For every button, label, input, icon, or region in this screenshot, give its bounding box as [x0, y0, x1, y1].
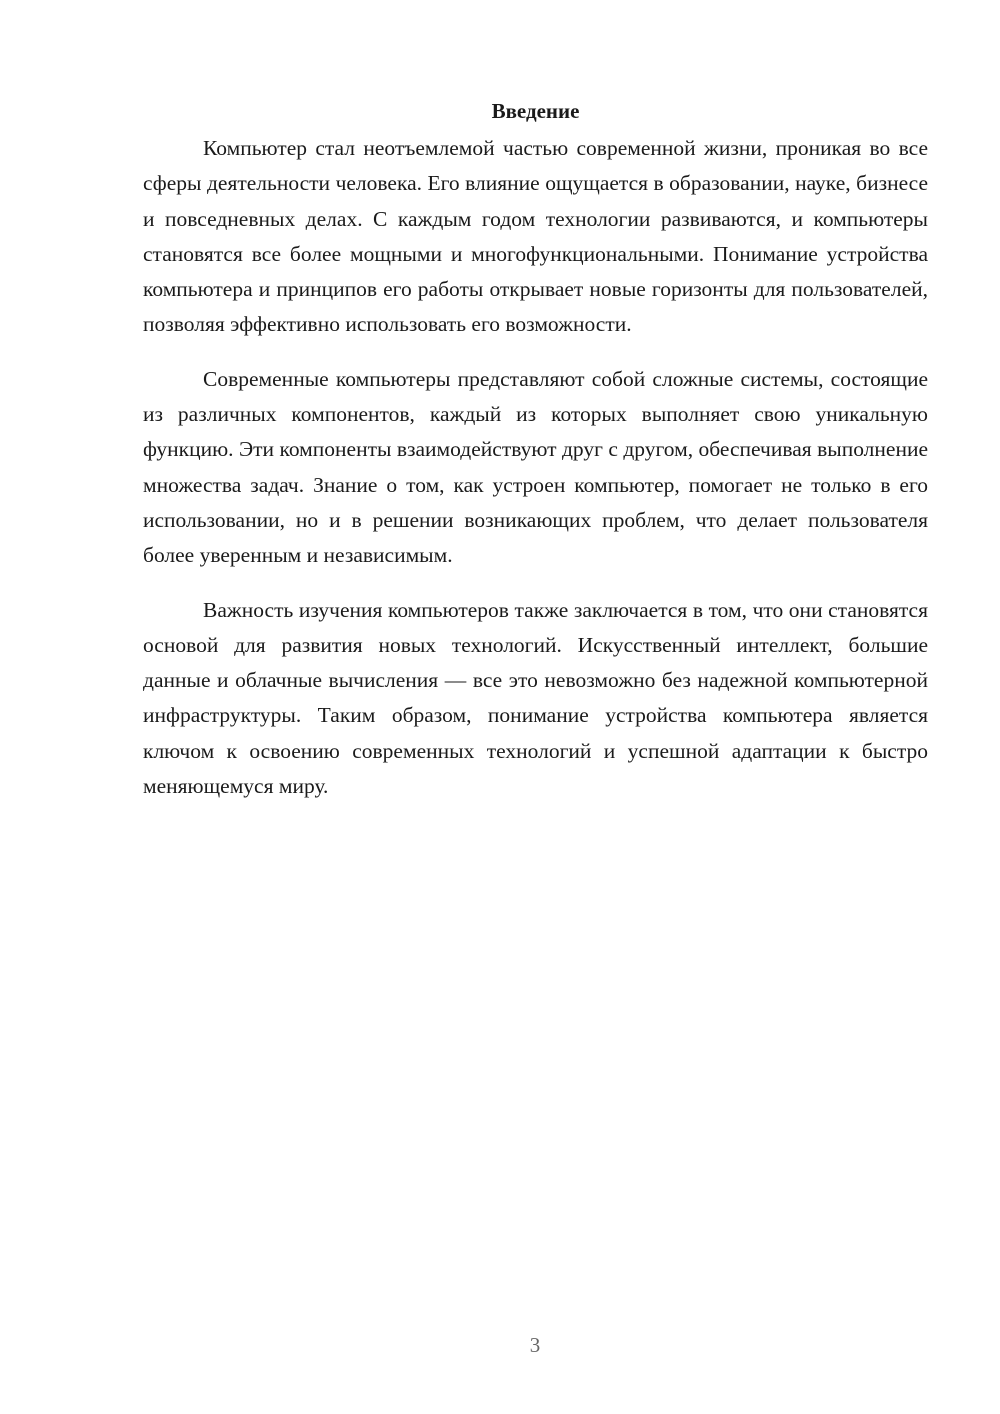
- section-title: Введение: [491, 99, 580, 123]
- page-number: 3: [529, 1333, 541, 1357]
- paragraph-3: Важность изучения компьютеров также заключается в том, что они становятся основой для развития новых технологий. Искусственный интеллект, большие данные и облачные вычисления — все это невозможно без надежной компьютерной инфраструктуры. Таким образом, понимание устройства компьютера является ключом к освоению современных технологий и успешной адаптации к быстро меняющемуся миру.: [143, 597, 928, 799]
- paragraph-1: Компьютер стал неотъемлемой частью современной жизни, проникая во все сферы деятельности человека. Его влияние ощущается в образовании, науке, бизнесе и повседневных делах. С каждым годом технологии развиваются, и компьютеры становятся все более мощными и многофункциональными. Понимание устройства компьютера и принципов его работы открывает новые горизонты для пользователей, позволяя эффективно использовать его возможности.: [143, 136, 928, 337]
- paragraph-2: Современные компьютеры представляют собой сложные системы, состоящие из различных компонентов, каждый из которых выполняет свою уникальную функцию. Эти компоненты взаимодействуют друг с другом, обеспечивая выполнение множества задач. Знание о том, как устроен компьютер, помогает не только в его использовании, но и в решении возникающих проблем, что делает пользователя более уверенным и независимым.: [143, 366, 928, 568]
- page-content: [143, 96, 928, 823]
